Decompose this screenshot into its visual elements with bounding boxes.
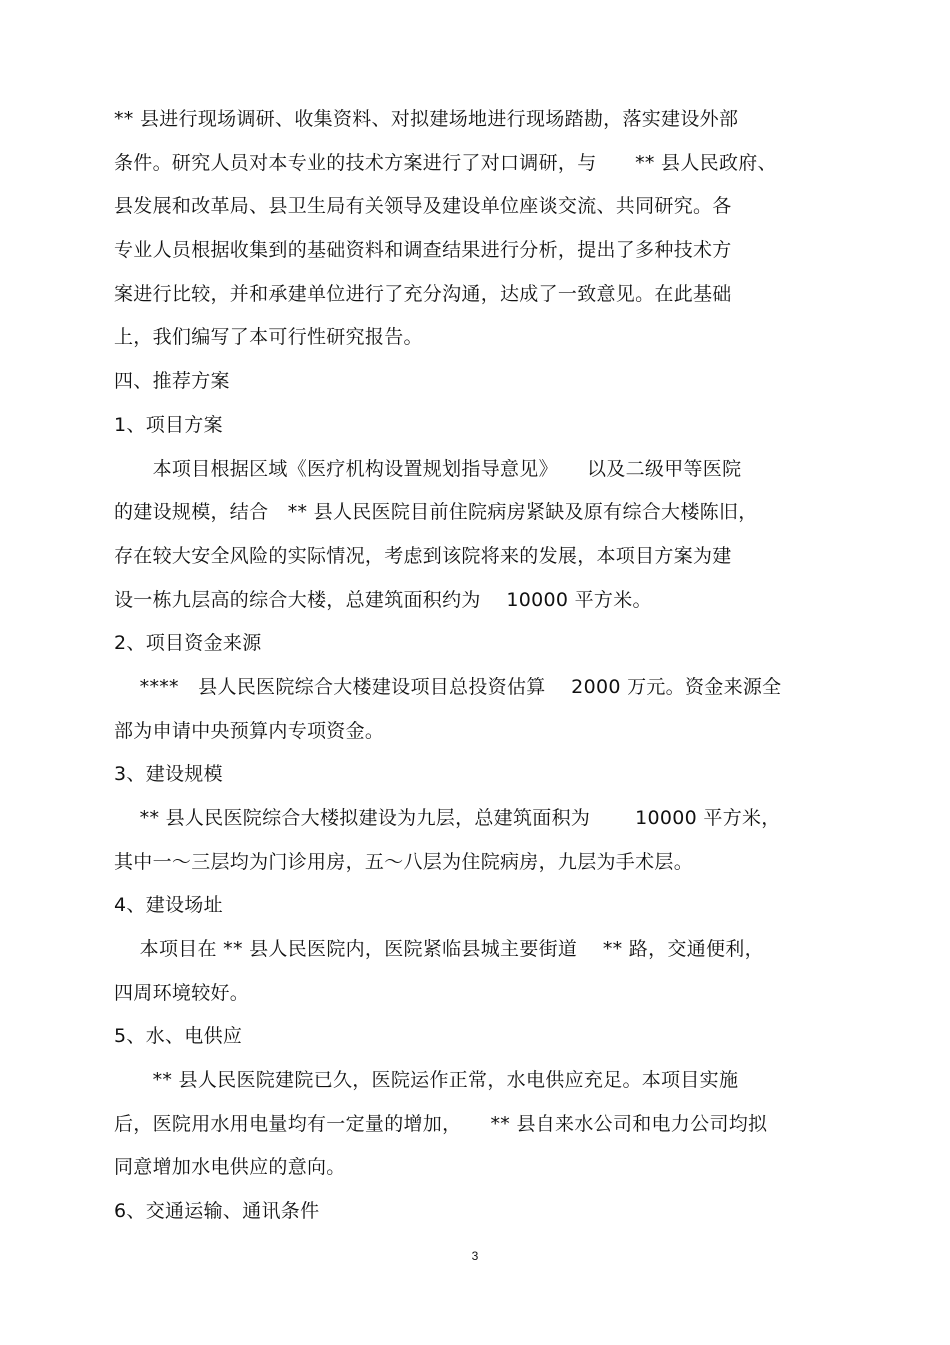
subsection-heading: 6、交通运输、通讯条件 — [114, 1200, 320, 1222]
page-number: 3 — [471, 1249, 479, 1263]
text-line: **** 县人民医院综合大楼建设项目总投资估算 2000 万元。资金来源全 — [114, 676, 782, 698]
text-line: 部为申请中央预算内专项资金。 — [114, 720, 385, 742]
text-line: ** 县人民医院综合大楼拟建设为九层，总建筑面积为 10000 平方米， — [114, 807, 781, 829]
text-line: 案进行比较，并和承建单位进行了充分沟通，达成了一致意见。在此基础 — [114, 283, 732, 305]
text-line: 上，我们编写了本可行性研究报告。 — [114, 326, 423, 348]
section-heading: 四、推荐方案 — [114, 370, 230, 392]
text-line: 本项目根据区域《医疗机构设置规划指导意见》 以及二级甲等医院 — [114, 458, 742, 480]
text-line: ** 县人民医院建院已久，医院运作正常，水电供应充足。本项目实施 — [114, 1069, 739, 1091]
text-line: 后，医院用水用电量均有一定量的增加， ** 县自来水公司和电力公司均拟 — [114, 1113, 768, 1135]
text-line: 同意增加水电供应的意向。 — [114, 1156, 346, 1178]
text-line: 的建设规模，结合 ** 县人民医院目前住院病房紧缺及原有综合大楼陈旧， — [114, 501, 758, 523]
text-line: 设一栋九层高的综合大楼，总建筑面积约为 10000 平方米。 — [114, 589, 652, 611]
text-line: ** 县进行现场调研、收集资料、对拟建场地进行现场踏勘，落实建设外部 — [114, 108, 739, 130]
subsection-heading: 4、建设场址 — [114, 894, 223, 916]
subsection-heading: 1、项目方案 — [114, 414, 223, 436]
text-line: 其中一～三层均为门诊用房，五～八层为住院病房，九层为手术层。 — [114, 851, 694, 873]
subsection-heading: 5、水、电供应 — [114, 1025, 243, 1047]
text-line: 本项目在 ** 县人民医院内，医院紧临县城主要街道 ** 路，交通便利， — [114, 938, 764, 960]
text-line: 县发展和改革局、县卫生局有关领导及建设单位座谈交流、共同研究。各 — [114, 195, 732, 217]
text-line: 专业人员根据收集到的基础资料和调查结果进行分析，提出了多种技术方 — [114, 239, 732, 261]
text-line: 四周环境较好。 — [114, 982, 250, 1004]
subsection-heading: 2、项目资金来源 — [114, 632, 262, 654]
subsection-heading: 3、建设规模 — [114, 763, 223, 785]
text-line: 存在较大安全风险的实际情况，考虑到该院将来的发展，本项目方案为建 — [114, 545, 732, 567]
text-line: 条件。研究人员对本专业的技术方案进行了对口调研，与 ** 县人民政府、 — [114, 152, 777, 174]
